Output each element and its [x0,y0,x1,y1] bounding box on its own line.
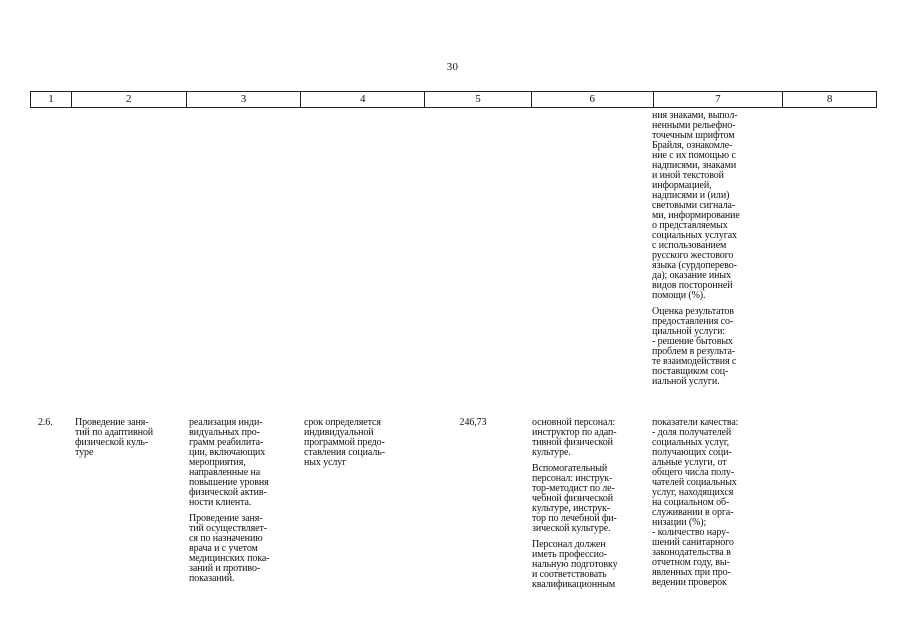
service-term [304,418,419,474]
page-number: 30 [446,61,459,73]
continuation-text-2: Оценка результатов предоставления со- циальной услуги: - решение бытовых проблем в результа- те взаимодействия с поставщиком соц- иальной услуги. [652,306,737,387]
column-header-2: 2 [72,92,187,107]
service-name-text: Проведение заня- тий по адаптивной физической куль- туре [75,417,154,458]
service-staff-text-1: основной персонал: инструктор по адап- тивной физической культуре. [532,417,617,458]
service-description-text-1: реализация инди- видуальных про- грамм реабилита- ции, включающих мероприятия, направленные на повышение уровня физической актив- ности клиента. [189,417,269,508]
continuation-text-1: ния знаками, выпол- ненными рельефно- точечным шрифтом Брайля, ознакомле- ние с их помощью с надписями, знаками и иной текстовой информацией, надписями и (или) световыми сигнала- ми, информирование о представляемых социальных услугах с использованием русского жестового языка (сурдоперево- да); оказание иных видов посторонней помощи (%). [652,110,740,301]
service-staff-text-3: Персонал должен иметь профессио- нальную подготовку и соответствовать квалификационным [532,539,618,590]
column-header-8: 8 [826,93,833,105]
quality-indicators [652,418,774,594]
service-name [75,418,177,464]
column-header-6: 6 [532,92,654,107]
quality-indicators-text: показатели качества: - доля получателей социальных услуг, получающих соци- альные услуги, от общего числа полу- чателей социальных услуг, находящихся на социальном об- служивании в орга- низации (%); - количество нару- шений санитарного законодательства в отчетном году, вы- явленных при про- ведении проверок [652,417,739,588]
table-header-row [30,91,877,108]
service-term-text: срок определяется индивидуальной программой предо- ставления социаль- ных услуг [304,417,385,468]
service-staff [532,418,647,596]
column-header-3: 3 [187,92,302,107]
column-header-4: 4 [301,92,425,107]
column-header-5: 5 [425,92,532,107]
service-tariff: 246,73 [459,417,487,428]
service-staff-text-2: Вспомогательный персонал: инструк- тор-методист по ле- чебной физической культуре, инструк- тор по лечебной фи- зической культуре. [532,463,617,534]
column-header-1: 1 [31,92,72,107]
row-number: 2.6. [38,417,53,428]
column-header-7: 7 [654,92,784,107]
service-description-text-2: Проведение заня- тий осуществляет- ся по назначению врача и с учетом медицинских пока- заний и противо- показаний. [189,513,270,584]
service-description [189,418,299,590]
continuation-column-7 [652,111,774,393]
